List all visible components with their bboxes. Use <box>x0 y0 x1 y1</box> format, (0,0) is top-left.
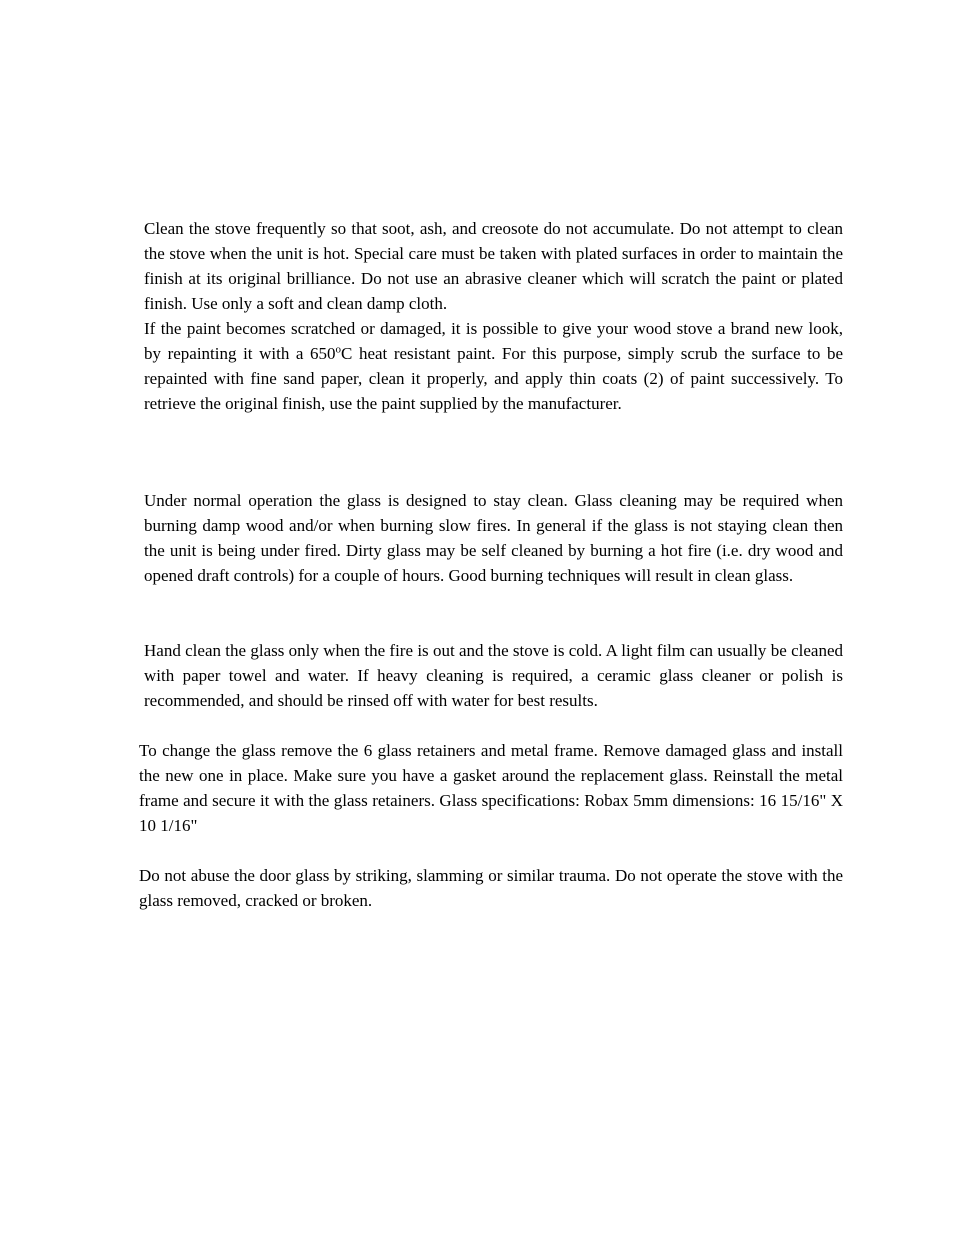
degree-superscript: o <box>335 343 342 356</box>
glass-warning-paragraph: Do not abuse the door glass by striking, slamming or similar trauma. Do not operate the stove with the glass removed, cracked or broken. <box>139 866 843 910</box>
repainting-text-end: C heat resistant paint. For this purpose, simply scrub the surface to be repainted with fine sand paper, clean it properly, and apply thin coats (2) of paint successively. To retrieve the original finish, use the paint supplied by the manufacturer. <box>144 344 843 413</box>
glass-operation-paragraph: Under normal operation the glass is designed to stay clean. Glass cleaning may be required when burning damp wood and/or when burning slow fires. In general if the glass is not staying clean then the unit is being under fired. Dirty glass may be self cleaned by burning a hot fire (i.e. dry wood and opened draft controls) for a couple of hours. Good burning techniques will result in clean glass. <box>144 491 843 585</box>
repainting-text-start: If the paint becomes scratched or damaged, it is possible to give your wood stove a brand new look, by repainting it with a 650 <box>144 319 843 363</box>
glass-hand-cleaning-paragraph: Hand clean the glass only when the fire is out and the stove is cold. A light film can usually be cleaned with paper towel and water. If heavy cleaning is required, a ceramic glass cleaner or polish is recommended, and should be rinsed off with water for best results. <box>144 641 843 710</box>
glass-replacement-paragraph: To change the glass remove the 6 glass retainers and metal frame. Remove damaged glass and install the new one in place. Make sure you have a gasket around the replacement glass. Reinstall the metal frame and secure it with the glass retainers. Glass specifications: Robax 5mm dimensions: 16 15/16" X 10 1/16" <box>139 741 843 835</box>
finish-cleaning-paragraph: Clean the stove frequently so that soot, ash, and creosote do not accumulate. Do not attempt to clean the stove when the unit is hot. Special care must be taken with plated surfaces in order to maintain the finish at its original brilliance. Do not use an abrasive cleaner which will scratch the paint or plated finish. Use only a soft and clean damp cloth. <box>144 219 843 313</box>
repainting-paragraph <box>144 316 843 416</box>
